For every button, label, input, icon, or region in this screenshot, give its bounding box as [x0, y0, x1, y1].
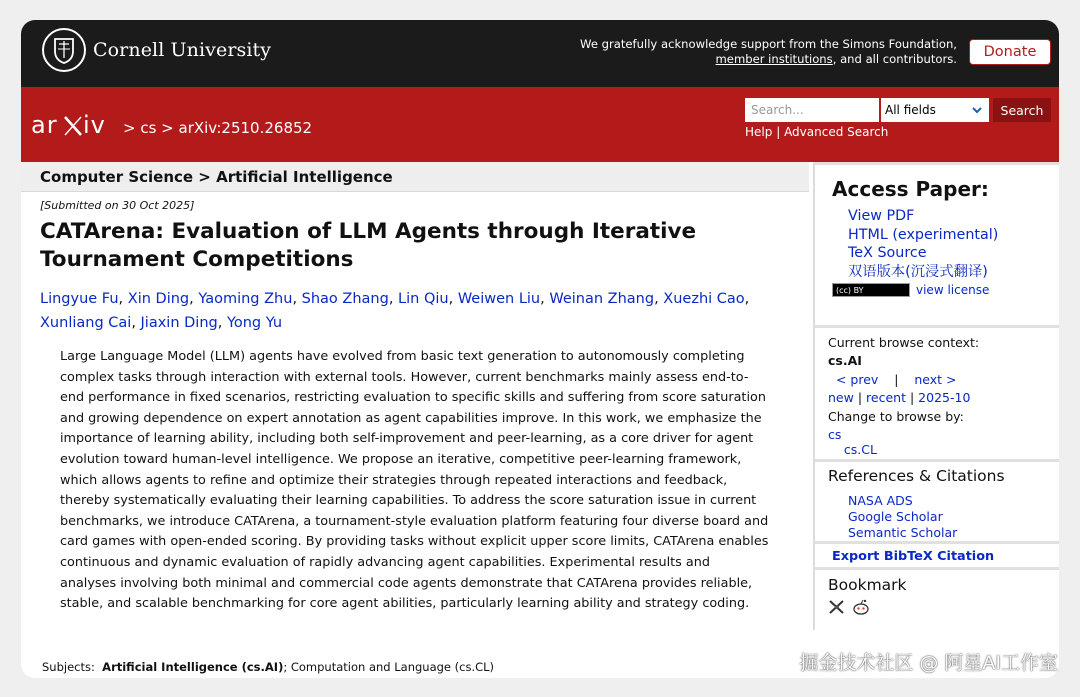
nav-separator: |: [857, 390, 863, 406]
browse-context-box: [813, 325, 1059, 459]
google-scholar-link[interactable]: Google Scholar: [848, 508, 943, 524]
search-field-select[interactable]: [881, 98, 989, 122]
semantic-scholar-link[interactable]: Semantic Scholar: [848, 524, 958, 540]
view-license-link[interactable]: view license: [916, 283, 990, 297]
cc-by-badge-icon[interactable]: [832, 283, 910, 297]
search-input[interactable]: Search...: [745, 98, 879, 122]
bookmark-box: [813, 567, 1059, 630]
recent-link[interactable]: recent: [866, 390, 906, 406]
author-link[interactable]: Weiwen Liu: [457, 291, 541, 307]
access-links: [848, 207, 998, 281]
arxiv-header: [21, 87, 1059, 162]
author-list: Lingyue Fu, Xin Ding, Yaoming Zhu, Shao Zhang, Lin Qiu, Weiwen Liu, Weinan Zhang, Xuezhi Cao, Xunliang Cai, Jiaxin Ding, Yong Yu: [40, 291, 750, 331]
next-link[interactable]: next >: [914, 371, 957, 387]
access-paper-title: Access Paper:: [832, 177, 989, 201]
month-link[interactable]: 2025-10: [918, 390, 971, 406]
subject-header: Computer Science > Artificial Intelligence: [40, 168, 393, 186]
context-label: Current browse context:: [828, 335, 980, 350]
author-link[interactable]: Weinan Zhang: [549, 291, 655, 307]
export-bibtex-link[interactable]: Export BibTeX Citation: [832, 549, 995, 564]
advanced-search-link[interactable]: Advanced Search: [784, 125, 889, 139]
nav-separator: |: [909, 390, 915, 406]
new-link[interactable]: new: [828, 390, 854, 406]
submission-date: [Submitted on 30 Oct 2025]: [40, 199, 195, 212]
author-link[interactable]: Yong Yu: [226, 315, 283, 331]
search-button[interactable]: Search: [993, 98, 1051, 122]
references-box: [813, 459, 1059, 541]
member-institutions-link[interactable]: member institutions: [715, 52, 833, 66]
cornell-university-link[interactable]: Cornell University: [93, 39, 272, 61]
help-links: [745, 125, 888, 139]
cc-badge-text: (cc) BY: [836, 285, 864, 295]
bibtex-box: [813, 541, 1059, 567]
subjects-primary: Artificial Intelligence (cs.AI): [102, 660, 284, 674]
help-link[interactable]: Help: [745, 125, 773, 139]
bilingual-link[interactable]: 双语版本(沉浸式翻译): [848, 263, 988, 280]
subjects-line: [42, 660, 494, 674]
watermark: 掘金技术社区 @ 阿星AI工作室: [799, 652, 1058, 674]
license-row: [832, 283, 989, 297]
browse-context: [828, 334, 979, 456]
context-value: cs.AI: [828, 353, 862, 369]
author-link[interactable]: Xunliang Cai: [40, 315, 132, 331]
browse-cs-link[interactable]: cs: [828, 427, 842, 443]
cornell-seal-icon[interactable]: [42, 28, 86, 72]
references-links: [848, 493, 957, 540]
subjects-rest: ; Computation and Language (cs.CL): [283, 660, 495, 674]
bookmark-icons: [828, 599, 870, 619]
bookmark-title: Bookmark: [828, 576, 907, 594]
page-card: [21, 20, 1059, 678]
chevron-down-icon: [971, 98, 983, 130]
view-pdf-link[interactable]: View PDF: [848, 208, 915, 224]
sidebar: [813, 162, 1059, 608]
html-link[interactable]: HTML (experimental): [848, 226, 999, 243]
reddit-icon[interactable]: [852, 599, 870, 619]
search-field-value: All fields: [885, 103, 936, 117]
ack-line1: We gratefully acknowledge support from the Simons Foundation,: [580, 37, 957, 51]
references-title: References & Citations: [828, 467, 1005, 485]
donate-button[interactable]: Donate: [969, 39, 1051, 65]
arxiv-logo[interactable]: [31, 113, 123, 144]
nav-separator: |: [894, 371, 899, 387]
bibsonomy-icon[interactable]: [828, 599, 846, 619]
svg-text:ar: ar: [31, 113, 58, 139]
change-browse-label: Change to browse by:: [828, 408, 964, 424]
author-link[interactable]: Shao Zhang: [301, 291, 389, 307]
paper-title: CATArena: Evaluation of LLM Agents through Iterative Tournament Competitions: [40, 219, 697, 272]
access-paper-box: [813, 162, 1059, 325]
author-link[interactable]: Jiaxin Ding: [140, 315, 218, 331]
subject-header-bar: [21, 162, 809, 192]
tex-source-link[interactable]: TeX Source: [848, 245, 927, 261]
breadcrumb[interactable]: > cs > arXiv:2510.26852: [123, 119, 313, 137]
nasa-ads-link[interactable]: NASA ADS: [848, 493, 913, 508]
author-link[interactable]: Xuezhi Cao: [663, 291, 745, 307]
help-separator: |: [776, 125, 781, 139]
subjects-label: Subjects:: [42, 660, 95, 674]
acknowledgement: [580, 37, 957, 67]
author-link[interactable]: Lingyue Fu: [40, 291, 119, 307]
ack-line2: , and all contributors.: [832, 52, 957, 66]
cornell-header: [21, 20, 1059, 87]
author-link[interactable]: Lin Qiu: [398, 291, 449, 307]
browse-cscl-link[interactable]: cs.CL: [843, 442, 877, 458]
svg-text:iv: iv: [83, 113, 106, 139]
author-link[interactable]: Yaoming Zhu: [198, 291, 293, 307]
author-link[interactable]: Xin Ding: [127, 291, 190, 307]
prev-link[interactable]: < prev: [835, 371, 879, 387]
abstract: Large Language Model (LLM) agents have evolved from basic text generation to autonomously completing complex tasks through interaction with external tools. However, current benchmarks mainly assess end-to-end performance in fixed scenarios, restricting evaluation to specific skills and suffering from score saturation and growing dependence on expert annotation as agent capabilities improve. In this work, we emphasize the importance of learning ability, including both self-improvement and peer-learning, as a core driver for agent evolution toward human-level intelligence. We propose an iterative, competitive peer-learning framework, which allows agents to refine and optimize their strategies through repeated interactions and feedback, thereby systematically evaluating their learning capabilities. To address the score saturation issue in current benchmarks, we introduce CATArena, a tournament-style evaluation platform featuring four diverse board and card games with open-ended scoring. By providing tasks without explicit upper score limits, CATArena enables continuous and dynamic evaluation of rapidly advancing agent capabilities. Experimental results and analyses involving both minimal and commercial code agents demonstrate that CATArena provides reliable, stable, and scalable benchmarking for core agent abilities, particularly learning ability and strategy coding.: [60, 349, 769, 612]
